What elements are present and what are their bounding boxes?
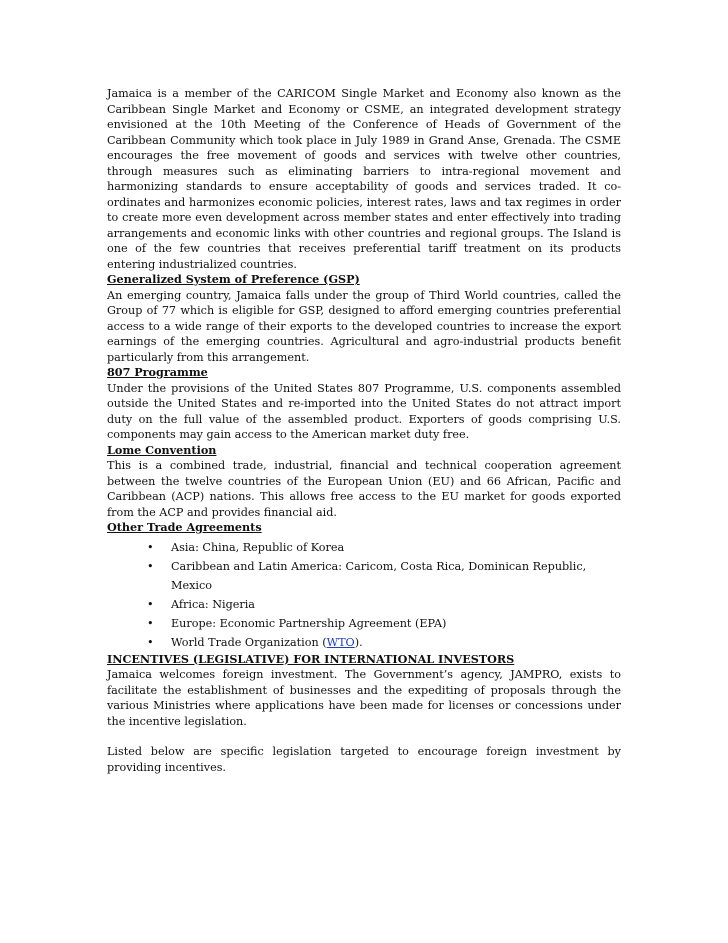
list-item [107,557,621,595]
list-item [107,595,621,614]
bullet-icon: • [147,597,154,611]
gsp-paragraph: An emerging country, Jamaica falls under the group of Third World countries, called the Group of 77 which is eligible for GSP, designed to afford emerging countries preferential access to a wide range of their exports to the developed countries to increase the export earnings of the emerging countries. Agricultural and agro-industrial products benefit particularly from this arrangement. [107,288,621,364]
list-item [107,538,621,557]
other-agreements-heading: Other Trade Agreements [107,520,262,534]
agreements-list [107,538,621,652]
listed-paragraph: Listed below are specific legislation targeted to encourage foreign investment by providing incentives. [107,745,621,774]
list-item-text: Europe: Economic Partnership Agreement (EPA) [171,616,447,630]
wto-suffix: ). [354,635,363,649]
bullet-icon: • [147,616,154,630]
list-item [107,614,621,633]
bullet-icon: • [147,540,154,554]
807-paragraph: Under the provisions of the United States 807 Programme, U.S. components assembled outside the United States and re-imported into the United States do not attract import duty on the full value of the assembled product. Exporters of goods comprising U.S. components may gain access to the American market duty free. [107,381,621,441]
807-heading: 807 Programme [107,365,208,379]
lome-heading: Lome Convention [107,442,217,457]
incentives-heading: INCENTIVES (LEGISLATIVE) FOR INTERNATIONAL INVESTORS [107,651,515,666]
intro-paragraph: Jamaica is a member of the CARICOM Single Market and Economy also known as the Caribbean Single Market and Economy or CSME, an integrated development strategy envisioned at the 10th Meeting of the Conference of Heads of Government of the Caribbean Community which took place in July 1989 in Grand Anse, Grenada. The CSME encourages the free movement of goods and services with twelve other countries, through measures such as eliminating barriers to intra-regional movement and harmonizing standards to ensure acceptability of goods and services traded. It co-ordinates and harmonizes economic policies, interest rates, laws and tax regimes in order to create more even development across member states and enter effectively into trading arrangements and economic links with other countries and regional groups. The Island is one of the few countries that receives preferential tariff treatment on its products entering industrialized countries. [107,87,621,271]
bullet-icon: • [147,635,154,649]
list-item [107,633,621,652]
wto-prefix: World Trade Organization ( [171,635,327,649]
lome-paragraph: This is a combined trade, industrial, financial and technical cooperation agreement between the twelve countries of the European Union (EU) and 66 African, Pacific and Caribbean (ACP) nations. This allows free access to the EU market for goods exported from the ACP and provides financial aid. [107,459,621,519]
list-item-text: Asia: China, Republic of Korea [171,540,345,554]
wto-link[interactable]: WTO [326,635,355,649]
document-page [107,86,621,775]
list-item-text: Caribbean and Latin America: Caricom, Costa Rica, Dominican Republic, Mexico [171,559,587,592]
gsp-heading: Generalized System of Preference (GSP) [107,272,360,286]
incentives-paragraph: Jamaica welcomes foreign investment. The Government’s agency, JAMPRO, exists to facilitate the establishment of businesses and the expediting of proposals through the various Ministries where applications have been made for licenses or concessions under the incentive legislation. [107,668,621,728]
bullet-icon: • [147,559,154,573]
list-item-text: Africa: Nigeria [171,597,255,611]
